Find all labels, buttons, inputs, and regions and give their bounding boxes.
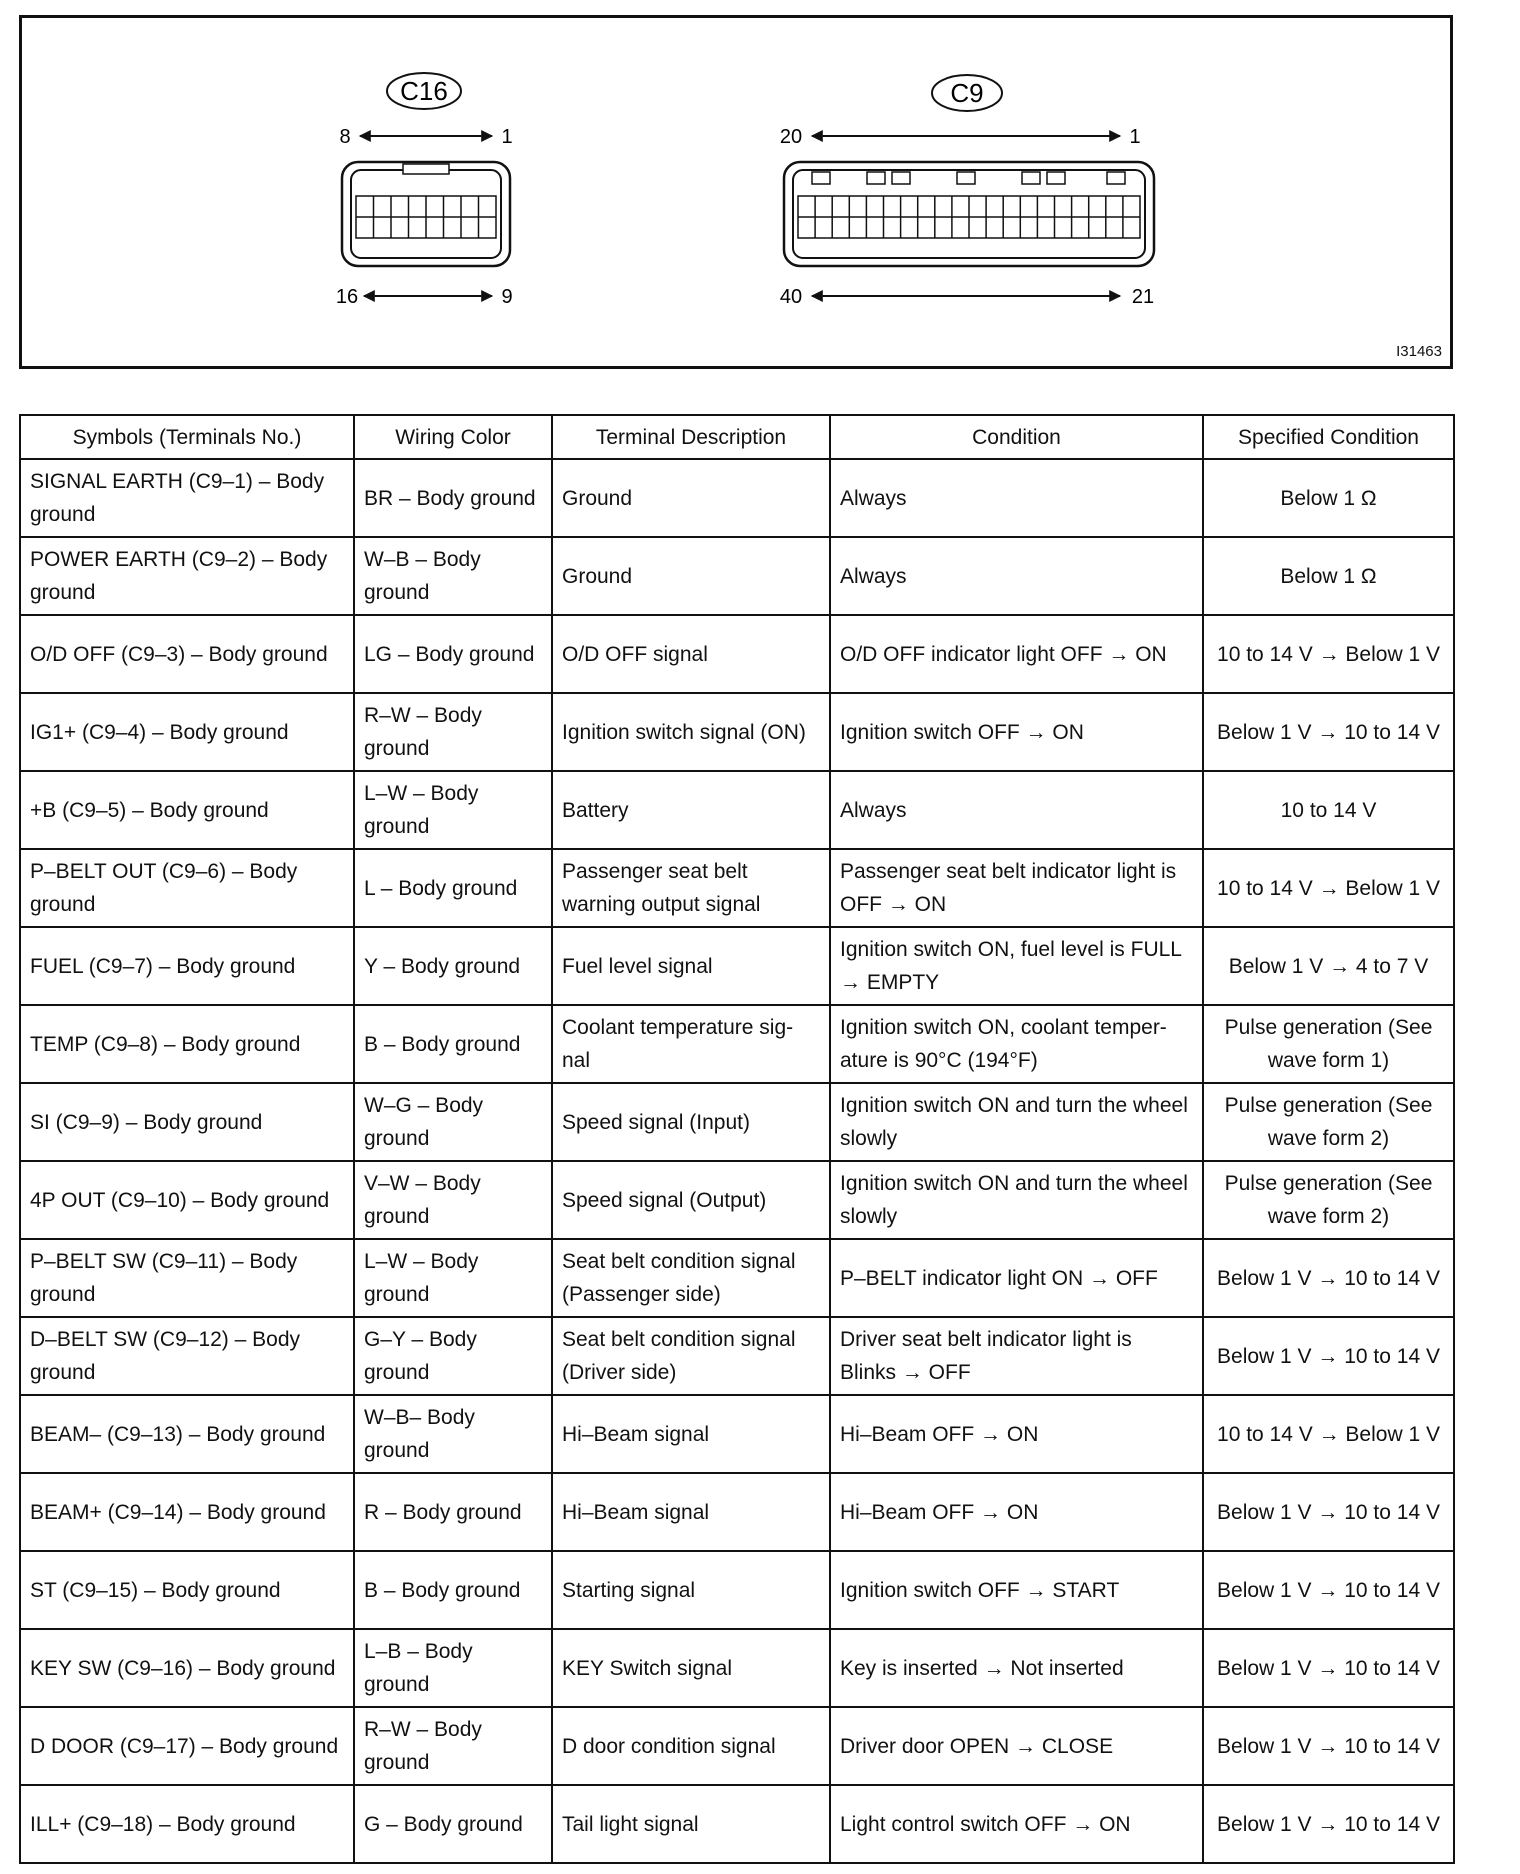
c16-pin-bottom-left: 16 [335, 286, 359, 308]
table-row [20, 537, 1454, 615]
table-row [20, 1161, 1454, 1239]
c16-label: C16 [400, 76, 448, 106]
cell-specified-condition: 10 to 14 V → Below 1 V [1203, 1395, 1454, 1473]
cell-symbol: BEAM+ (C9–14) – Body ground [20, 1473, 354, 1551]
cell-symbol: +B (C9–5) – Body ground [20, 771, 354, 849]
cell-condition: Ignition switch ON, coolant temper-ature is 90°C (194°F) [830, 1005, 1203, 1083]
header-condition: Condition [830, 415, 1203, 459]
cell-specified-condition: Below 1 V → 10 to 14 V [1203, 1317, 1454, 1395]
cell-description: D door condition signal [552, 1707, 830, 1785]
c9-pin-bottom-right: 21 [1131, 286, 1155, 308]
cell-specified-condition: Below 1 V → 10 to 14 V [1203, 1707, 1454, 1785]
cell-condition: O/D OFF indicator light OFF → ON [830, 615, 1203, 693]
cell-specified-condition: Below 1 Ω [1203, 537, 1454, 615]
cell-wiring-color: B – Body ground [354, 1551, 552, 1629]
cell-specified-condition: 10 to 14 V → Below 1 V [1203, 615, 1454, 693]
cell-condition: Ignition switch OFF → ON [830, 693, 1203, 771]
cell-description: Ignition switch signal (ON) [552, 693, 830, 771]
table-row [20, 615, 1454, 693]
table-header-row [20, 415, 1454, 459]
cell-wiring-color: W–B – Body ground [354, 537, 552, 615]
cell-wiring-color: G–Y – Body ground [354, 1317, 552, 1395]
c9-pin-top-left: 20 [779, 126, 803, 148]
cell-condition: Always [830, 459, 1203, 537]
cell-specified-condition: Below 1 V → 10 to 14 V [1203, 1551, 1454, 1629]
cell-specified-condition: 10 to 14 V → Below 1 V [1203, 849, 1454, 927]
cell-symbol: SIGNAL EARTH (C9–1) – Body ground [20, 459, 354, 537]
header-symbols: Symbols (Terminals No.) [20, 415, 354, 459]
table-row [20, 693, 1454, 771]
cell-description: Seat belt condition signal (Passenger side) [552, 1239, 830, 1317]
cell-condition: Passenger seat belt indicator light is OFF → ON [830, 849, 1203, 927]
cell-condition: Light control switch OFF → ON [830, 1785, 1203, 1863]
cell-wiring-color: R–W – Body ground [354, 1707, 552, 1785]
table-row [20, 1083, 1454, 1161]
table-row [20, 849, 1454, 927]
connector-drawing [22, 18, 1450, 366]
cell-description: Ground [552, 459, 830, 537]
cell-specified-condition: Below 1 V → 10 to 14 V [1203, 693, 1454, 771]
cell-symbol: P–BELT SW (C9–11) – Body ground [20, 1239, 354, 1317]
c16-pin-top-left: 8 [339, 126, 351, 148]
cell-description: Starting signal [552, 1551, 830, 1629]
cell-wiring-color: G – Body ground [354, 1785, 552, 1863]
cell-condition: Ignition switch ON and turn the wheel slowly [830, 1161, 1203, 1239]
cell-symbol: SI (C9–9) – Body ground [20, 1083, 354, 1161]
cell-description: Speed signal (Output) [552, 1161, 830, 1239]
cell-symbol: IG1+ (C9–4) – Body ground [20, 693, 354, 771]
c16-pin-bottom-right: 9 [501, 286, 513, 308]
c9-label: C9 [950, 78, 984, 108]
cell-description: Speed signal (Input) [552, 1083, 830, 1161]
cell-symbol: O/D OFF (C9–3) – Body ground [20, 615, 354, 693]
cell-wiring-color: V–W – Body ground [354, 1161, 552, 1239]
cell-specified-condition: Below 1 V → 10 to 14 V [1203, 1239, 1454, 1317]
cell-condition: Ignition switch ON, fuel level is FULL → EMPTY [830, 927, 1203, 1005]
connector-c9 [780, 75, 1154, 308]
cell-description: Fuel level signal [552, 927, 830, 1005]
cell-wiring-color: W–B– Body ground [354, 1395, 552, 1473]
cell-specified-condition: Pulse generation (See wave form 1) [1203, 1005, 1454, 1083]
cell-condition: Key is inserted → Not inserted [830, 1629, 1203, 1707]
cell-specified-condition: Below 1 V → 10 to 14 V [1203, 1473, 1454, 1551]
cell-description: Battery [552, 771, 830, 849]
cell-condition: Driver door OPEN → CLOSE [830, 1707, 1203, 1785]
cell-specified-condition: Below 1 V → 10 to 14 V [1203, 1785, 1454, 1863]
cell-symbol: P–BELT OUT (C9–6) – Body ground [20, 849, 354, 927]
connector-diagram [19, 15, 1453, 369]
table-row [20, 1005, 1454, 1083]
c9-pin-bottom-left: 40 [779, 286, 803, 308]
cell-wiring-color: B – Body ground [354, 1005, 552, 1083]
table-row [20, 771, 1454, 849]
cell-specified-condition: 10 to 14 V [1203, 771, 1454, 849]
cell-wiring-color: LG – Body ground [354, 615, 552, 693]
table-row [20, 927, 1454, 1005]
c16-pin-top-right: 1 [501, 126, 513, 148]
c9-pin-top-right: 1 [1129, 126, 1141, 148]
table-row [20, 1239, 1454, 1317]
cell-condition: Hi–Beam OFF → ON [830, 1395, 1203, 1473]
table-row [20, 1395, 1454, 1473]
table-row [20, 1551, 1454, 1629]
connector-c16 [336, 73, 513, 308]
cell-condition: P–BELT indicator light ON → OFF [830, 1239, 1203, 1317]
header-specified-condition: Specified Condition [1203, 415, 1454, 459]
cell-wiring-color: L–B – Body ground [354, 1629, 552, 1707]
cell-description: Passenger seat belt warning output signal [552, 849, 830, 927]
cell-specified-condition: Below 1 V → 4 to 7 V [1203, 927, 1454, 1005]
cell-condition: Driver seat belt indicator light is Blinks → OFF [830, 1317, 1203, 1395]
cell-wiring-color: W–G – Body ground [354, 1083, 552, 1161]
cell-wiring-color: L – Body ground [354, 849, 552, 927]
cell-condition: Always [830, 537, 1203, 615]
cell-symbol: ST (C9–15) – Body ground [20, 1551, 354, 1629]
cell-condition: Ignition switch OFF → START [830, 1551, 1203, 1629]
header-wiring-color: Wiring Color [354, 415, 552, 459]
table-row [20, 1707, 1454, 1785]
cell-description: Tail light signal [552, 1785, 830, 1863]
cell-symbol: D–BELT SW (C9–12) – Body ground [20, 1317, 354, 1395]
table-row [20, 459, 1454, 537]
cell-wiring-color: L–W – Body ground [354, 1239, 552, 1317]
cell-description: Hi–Beam signal [552, 1395, 830, 1473]
cell-description: Seat belt condition signal (Driver side) [552, 1317, 830, 1395]
cell-description: Ground [552, 537, 830, 615]
cell-symbol: KEY SW (C9–16) – Body ground [20, 1629, 354, 1707]
cell-description: KEY Switch signal [552, 1629, 830, 1707]
cell-wiring-color: R – Body ground [354, 1473, 552, 1551]
cell-description: O/D OFF signal [552, 615, 830, 693]
cell-specified-condition: Pulse generation (See wave form 2) [1203, 1083, 1454, 1161]
figure-id: I31463 [1396, 343, 1442, 360]
cell-symbol: TEMP (C9–8) – Body ground [20, 1005, 354, 1083]
cell-symbol: ILL+ (C9–18) – Body ground [20, 1785, 354, 1863]
cell-symbol: D DOOR (C9–17) – Body ground [20, 1707, 354, 1785]
cell-description: Coolant temperature sig-nal [552, 1005, 830, 1083]
cell-wiring-color: R–W – Body ground [354, 693, 552, 771]
terminal-spec-table [19, 414, 1455, 1864]
cell-specified-condition: Below 1 Ω [1203, 459, 1454, 537]
cell-symbol: FUEL (C9–7) – Body ground [20, 927, 354, 1005]
table-row [20, 1629, 1454, 1707]
cell-wiring-color: BR – Body ground [354, 459, 552, 537]
cell-symbol: 4P OUT (C9–10) – Body ground [20, 1161, 354, 1239]
cell-symbol: POWER EARTH (C9–2) – Body ground [20, 537, 354, 615]
cell-condition: Ignition switch ON and turn the wheel slowly [830, 1083, 1203, 1161]
table-row [20, 1317, 1454, 1395]
cell-wiring-color: L–W – Body ground [354, 771, 552, 849]
cell-condition: Hi–Beam OFF → ON [830, 1473, 1203, 1551]
cell-wiring-color: Y – Body ground [354, 927, 552, 1005]
cell-specified-condition: Pulse generation (See wave form 2) [1203, 1161, 1454, 1239]
cell-description: Hi–Beam signal [552, 1473, 830, 1551]
header-terminal-description: Terminal Description [552, 415, 830, 459]
table-row [20, 1785, 1454, 1863]
cell-condition: Always [830, 771, 1203, 849]
table-row [20, 1473, 1454, 1551]
cell-symbol: BEAM– (C9–13) – Body ground [20, 1395, 354, 1473]
cell-specified-condition: Below 1 V → 10 to 14 V [1203, 1629, 1454, 1707]
